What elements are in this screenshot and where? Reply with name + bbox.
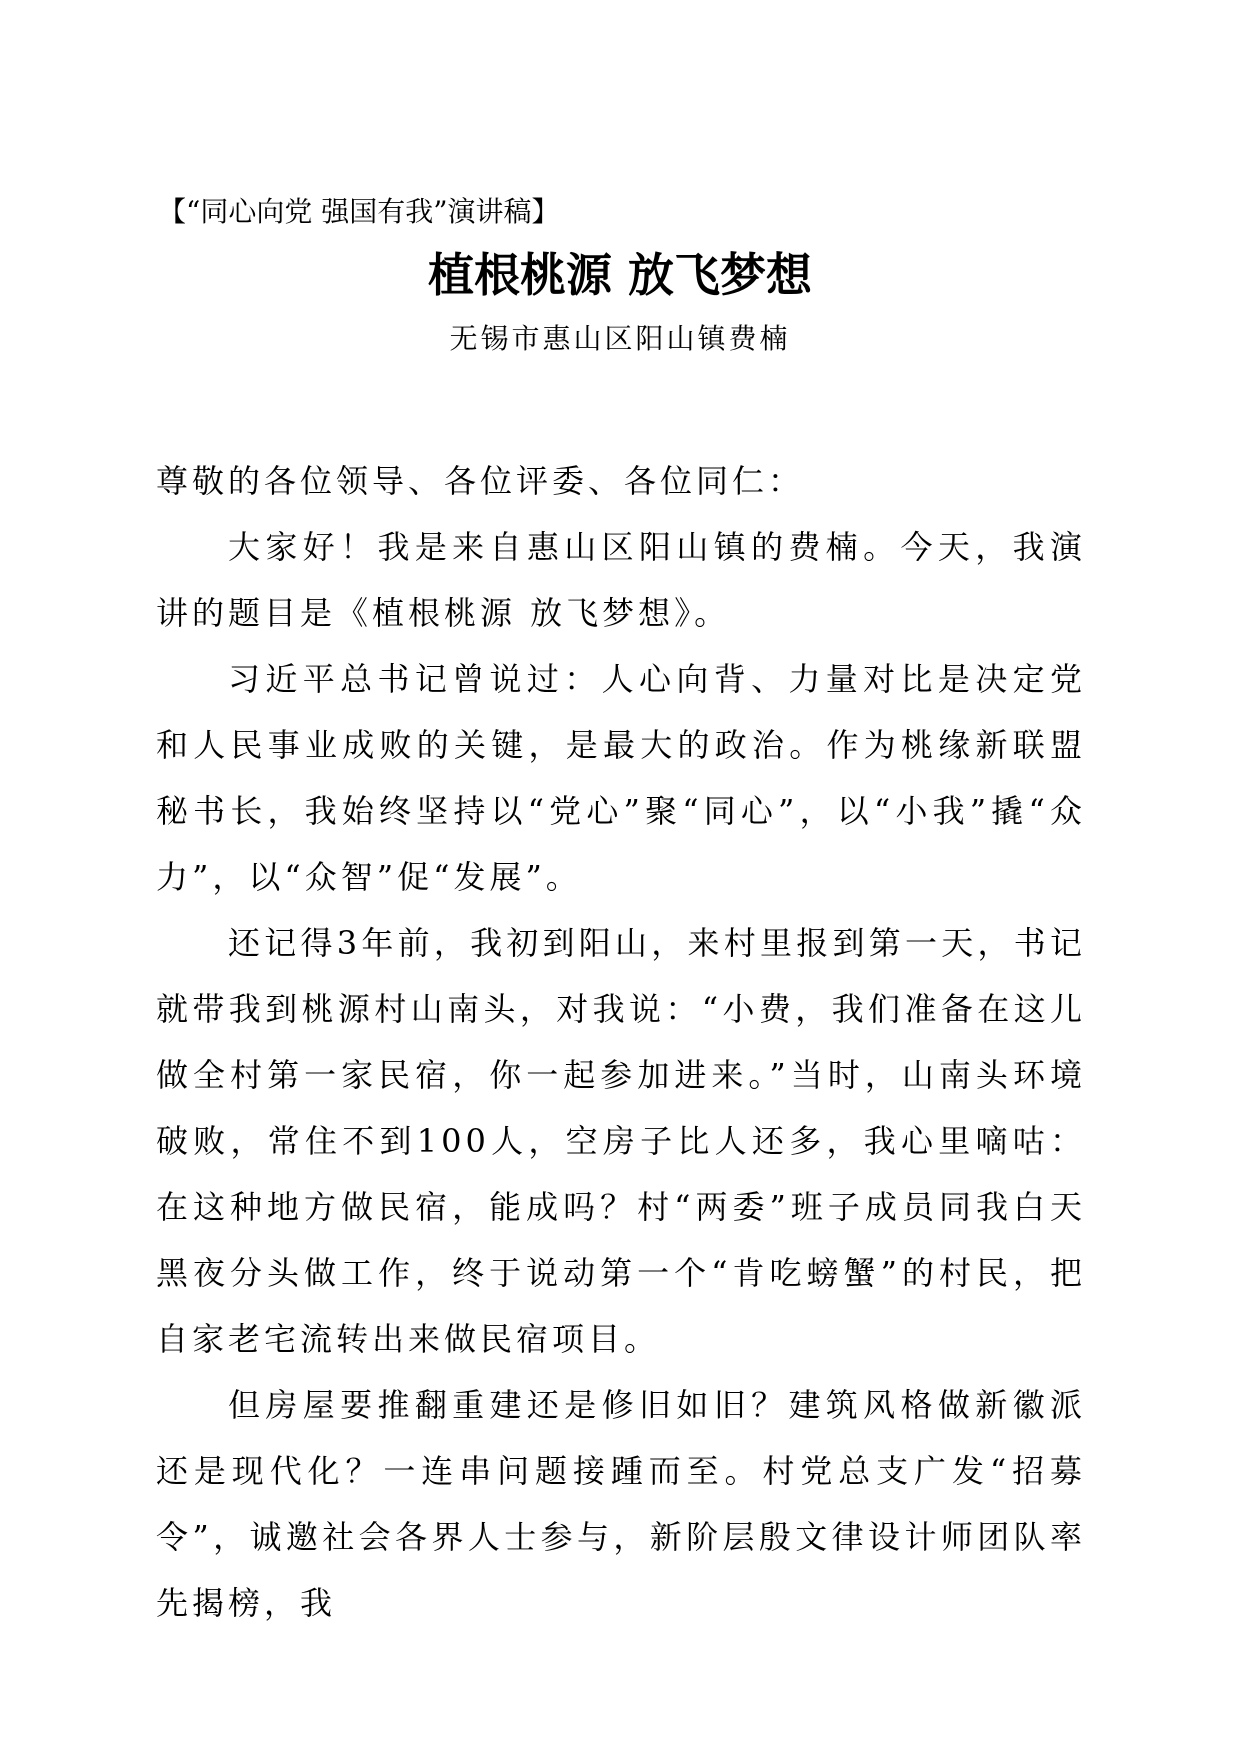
paragraph-quote: 习近平总书记曾说过：人心向背、力量对比是决定党和人民事业成败的关键，是最大的政治。作为桃缘新联盟秘书长，我始终坚持以“党心”聚“同心”，以“小我”撬“众力”，以“众智”促“发展”。 bbox=[156, 660, 1086, 896]
paragraph-renovation: 但房屋要推翻重建还是修旧如旧？建筑风格做新徽派还是现代化？一连串问题接踵而至。村党总支广发“招募令”，诚邀社会各界人士参与，新阶层殷文律设计师团队率先揭榜，我 bbox=[156, 1386, 1086, 1622]
series-tag: 【“同心向党 强国有我”演讲稿】 bbox=[158, 195, 560, 228]
speech-body bbox=[156, 448, 1086, 1636]
paragraph-greeting: 大家好！我是来自惠山区阳山镇的费楠。今天，我演讲的题目是《植根桃源 放飞梦想》。 bbox=[156, 528, 1086, 632]
salutation: 尊敬的各位领导、各位评委、各位同仁： bbox=[156, 462, 805, 500]
paragraph-memory: 还记得3年前，我初到阳山，来村里报到第一天，书记就带我到桃源村山南头，对我说：“小费，我们准备在这儿做全村第一家民宿，你一起参加进来。”当时，山南头环境破败，常住不到100人，空房子比人还多，我心里嘀咕：在这种地方做民宿，能成吗？村“两委”班子成员同我白天黑夜分头做工作，终于说动第一个“肯吃螃蟹”的村民，把自家老宅流转出来做民宿项目。 bbox=[156, 924, 1086, 1358]
page-title: 植根桃源 放飞梦想 bbox=[427, 248, 812, 302]
author-line: 无锡市惠山区阳山镇费楠 bbox=[449, 322, 791, 355]
